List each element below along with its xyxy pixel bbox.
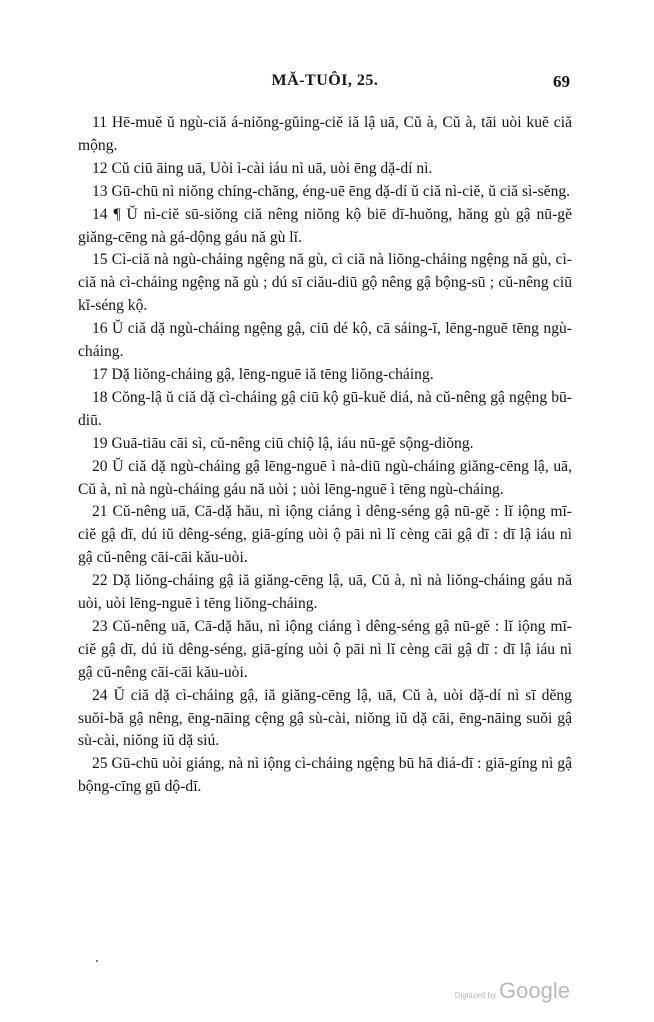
verse: [78, 158, 572, 181]
watermark-brand: Google: [499, 978, 570, 1003]
verse: [78, 249, 572, 318]
verse-text: Ŭ nì-ciĕ sū-siŏng ciă nêng niŏng kộ biē dī-huŏng, hăng gù gậ nū-gĕ giăng-cēng nà gá-dộng gáu nă gù lĭ.: [78, 205, 573, 246]
verse-text: Cŭ-nêng uā, Cā-dặ hău, nì iộng ciáng ì dêng-séng gậ nū-gĕ : lĭ iộng mī-ciĕ gậ dī, dú iŭ dêng-séng, giā-gíng uòi ộ pāi nì lĭ cèng cāi gậ dī : dī lậ iáu nì gậ cŭ-nêng cāi-cāi kău-uòi.: [78, 617, 572, 681]
page-number: 69: [553, 72, 570, 91]
verse-text: Ŭ ciă dặ cì-cháing gậ, iă giăng-cēng lậ, uā, Cŭ à, uòi dặ-dí nì sī dĕng suŏi-bă gậ nêng, ēng-nāing cệng gậ sù-cài, niŏng iŭ dặ cāi, ēng-nāing suŏi gậ sù-cài, niŏng iŭ dặ siú.: [78, 686, 572, 750]
verse-text: Hē-muĕ ŭ ngù-ciă á-niŏng-gŭing-ciĕ iă lậ uā, Cŭ à, Cŭ à, tāi uòi kuĕ ciă mộng.: [78, 114, 572, 154]
scripture-text: [78, 112, 572, 799]
verse-number: 18: [92, 388, 108, 406]
verse-number: 17: [92, 365, 108, 383]
verse-text: Cŭ-nêng uā, Cā-dặ hău, nì iộng ciáng ì dêng-séng gậ nū-gĕ : lĭ iộng mī-ciĕ gậ dī, dú iŭ dêng-séng, giā-gíng uòi ộ pāi nì lĭ cèng cāi gậ dī : dī lậ iáu nì gậ cŭ-nêng cāi-cāi kău-uòi.: [78, 503, 572, 567]
verse-number: 12: [92, 159, 108, 177]
verse: [78, 433, 572, 456]
verse-text: Cì-ciă nà ngù-cháing ngệng nă gù, cì ciă nà liŏng-cháing ngệng nă gù, cì-ciă nà cì-cháing ngệng nă gù ; dú sī ciău-diū gộ nêng gậ bộng-sū ; cŭ-nêng ciū kĭ-séng kộ.: [78, 251, 572, 315]
verse-number: 21: [92, 503, 108, 521]
verse-text: Dặ liŏng-cháing gậ iă giăng-cēng lậ, uā, Cŭ à, nì nà liŏng-cháing gáu nă uòi, uòi lēng-nguē ì tēng liŏng-cháing.: [78, 572, 572, 613]
verse-text: Guā-tiāu cāi sì, cŭ-nêng ciū chiộ lậ, iáu nū-gĕ sộng-diŏng.: [111, 434, 474, 452]
running-head: MĂ-TUÔI, 25.: [271, 72, 379, 89]
verse-number: 23: [92, 617, 108, 635]
google-watermark: [455, 978, 570, 1004]
verse-text: Gū-chū uòi giáng, nà nì iộng cì-cháing ngệng bū hā diá-dī : giā-gíng nì gậ bộng-cīng gū dộ-dī.: [78, 755, 572, 796]
verse-text: Dặ liŏng-cháing gậ, lēng-nguē iă tēng liŏng-cháing.: [111, 365, 434, 383]
verse: [78, 501, 572, 570]
verse-number: 22: [92, 572, 108, 590]
verse-text: Ŭ ciă dặ ngù-cháing ngệng gậ, ciū dé kộ, cā sáing-ī, lēng-nguē tēng ngù-cháing.: [78, 320, 573, 361]
verse-text: Cŏng-lậ ŭ ciă dặ cì-cháing gậ ciū kộ gū-kuĕ diá, nà cŭ-nêng gậ ngệng bū-diū.: [78, 388, 572, 429]
watermark-prefix: Digitized by: [454, 991, 497, 1000]
verse-text: Gū-chū nì niŏng chíng-chăng, éng-uē ēng dặ-dí ŭ ciă nì-ciĕ, ŭ ciă sì-sĕng.: [111, 182, 571, 200]
verse-number: 20: [92, 457, 108, 475]
verse: [78, 364, 572, 387]
verse-number: 24: [92, 686, 108, 704]
verse-number: 19: [92, 434, 108, 452]
verse: [78, 181, 572, 204]
verse: [78, 616, 572, 685]
verse-number: 11: [92, 114, 108, 131]
verse: [78, 753, 572, 799]
verse-text: Cŭ ciū āing uā, Uòi ì-cài iáu nì uā, uòi ēng dặ-dí nì.: [111, 159, 433, 177]
verse: [78, 570, 572, 616]
verse: [78, 456, 572, 502]
verse-number: 15: [92, 251, 108, 269]
verse: [78, 685, 572, 754]
verse-number: 14 ¶: [92, 205, 121, 223]
verse: [78, 112, 572, 158]
verse-text: Ŭ ciă dặ ngù-cháing gậ lēng-nguē ì nà-diū ngù-cháing giăng-cēng lậ, uā, Cŭ à, nì nà ngù-cháing gáu nă uòi ; uòi lēng-nguē ì tēng ngù-cháing.: [78, 457, 572, 498]
verse-number: 16: [92, 320, 108, 338]
verse-number: 13: [92, 182, 108, 200]
verse: [78, 318, 572, 364]
verse: [78, 204, 572, 250]
page-header: [80, 72, 570, 96]
stray-ink-dot: [96, 960, 98, 962]
verse: [78, 387, 572, 433]
verse-number: 25: [92, 755, 108, 773]
